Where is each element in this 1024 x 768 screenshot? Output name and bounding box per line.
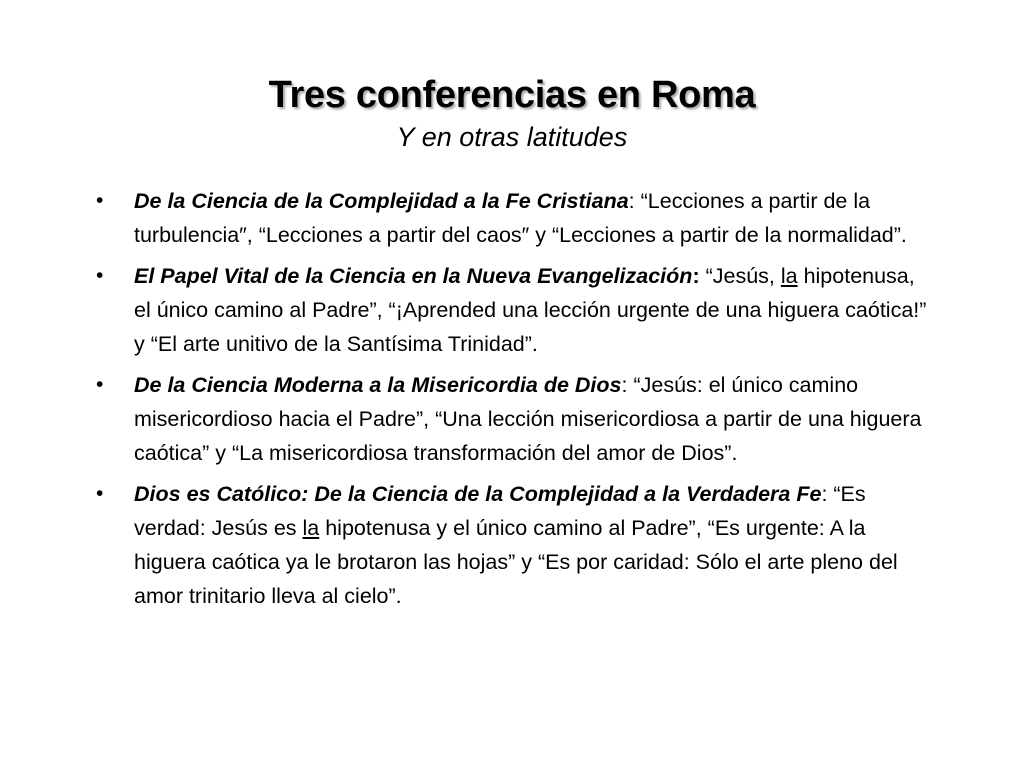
bullet-item: [96, 477, 936, 613]
bullet-lead: De la Ciencia Moderna a la Misericordia de Dios: [134, 373, 622, 397]
bullet-lead: El Papel Vital de la Ciencia en la Nueva Evangelización: [134, 264, 693, 288]
bullet-lead-colon: :: [821, 482, 828, 506]
bullet-body-post: hipotenusa y el único camino al Padre”, “Es urgente: A la higuera caótica ya le brotaron las hojas” y “Es por caridad: Sólo el arte pleno del amor trinitario lleva al cielo”.: [134, 516, 898, 608]
bullet-marker: •: [96, 482, 104, 505]
bullet-body-underlined: la: [780, 264, 798, 288]
slide-subtitle: Y en otras latitudes: [396, 122, 628, 152]
bullet-lead-colon: :: [628, 189, 635, 213]
bullet-marker: •: [96, 189, 104, 212]
bullet-marker: •: [96, 373, 104, 396]
slide-title: Tres conferencias en Roma: [268, 74, 756, 116]
bullet-body-post: hipotenusa, el único camino al Padre”, “¡Aprended una lección urgente de una higuera caótica!” y “El arte unitivo de la Santísima Trinidad”.: [134, 264, 927, 356]
bullet-list: [96, 184, 936, 620]
bullet-marker: •: [96, 264, 104, 287]
bullet-body: “Jesús: el único camino misericordioso hacia el Padre”, “Una lección misericordiosa a partir de una higuera caótica” y “La misericordiosa transformación del amor de Dios”.: [134, 373, 922, 465]
bullet-lead-colon: :: [692, 264, 700, 288]
bullet-item: [96, 368, 936, 470]
bullet-body-pre: “Es verdad: Jesús es: [134, 482, 866, 540]
bullet-item: [96, 259, 936, 361]
bullet-body-underlined: la: [302, 516, 320, 540]
bullet-lead: Dios es Católico: De la Ciencia de la Complejidad a la Verdadera Fe: [134, 482, 822, 506]
bullet-body: “Lecciones a partir de la turbulencia″, “Lecciones a partir del caos″ y “Lecciones a partir de la normalidad”.: [134, 189, 907, 247]
bullet-lead-colon: :: [621, 373, 628, 397]
title-block: [0, 72, 1024, 154]
bullet-lead: De la Ciencia de la Complejidad a la Fe Cristiana: [134, 189, 629, 213]
bullet-item: [96, 184, 936, 252]
bullet-body-pre: “Jesús,: [699, 264, 781, 288]
